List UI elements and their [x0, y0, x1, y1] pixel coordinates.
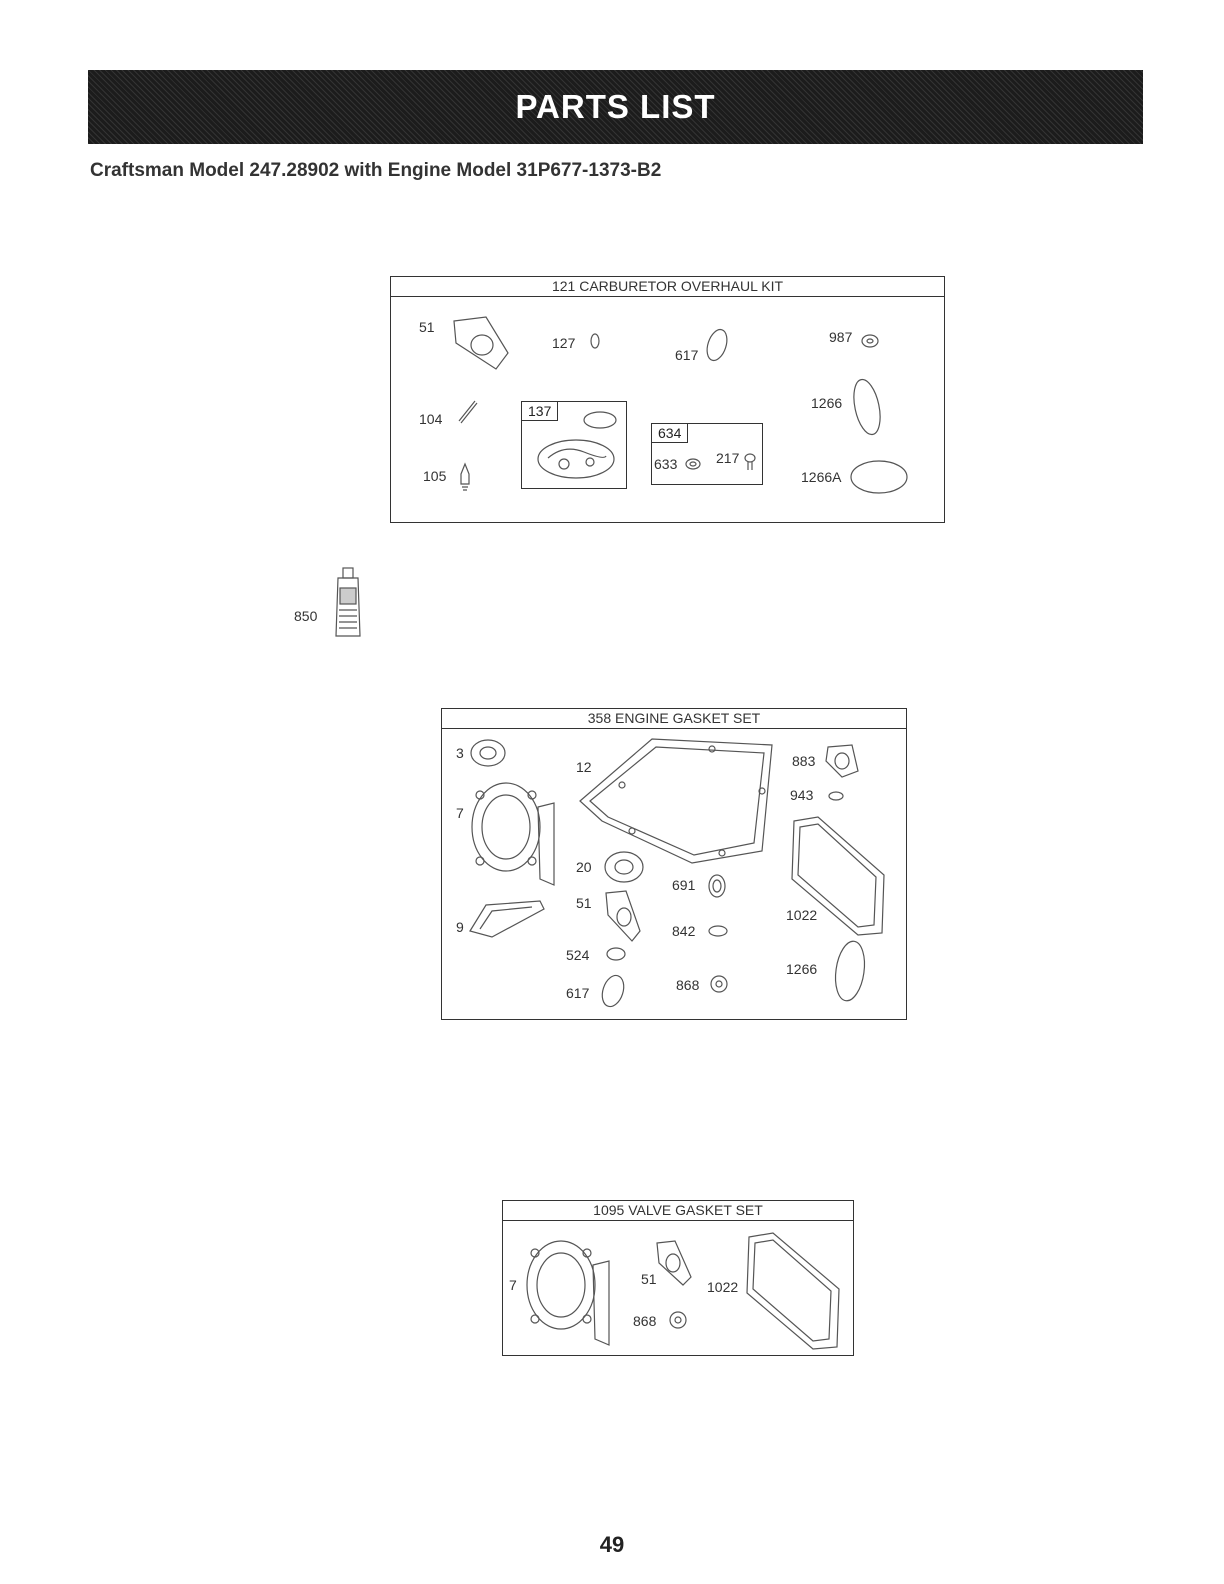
part-label: 1266: [811, 395, 843, 411]
kit-title: 121 CARBURETOR OVERHAUL KIT: [391, 277, 944, 297]
part-label: 127: [552, 335, 576, 351]
valve-cover-gasket-icon: [743, 1229, 843, 1351]
part-label: 883: [792, 753, 816, 769]
screw-icon: [743, 452, 757, 472]
small-washer-icon: [587, 331, 603, 351]
flange-gasket-icon: [446, 313, 516, 373]
part-label: 7: [509, 1277, 517, 1293]
part-label: 617: [675, 347, 699, 363]
part-label: 1266A: [801, 469, 842, 485]
kit-title: 1095 VALVE GASKET SET: [503, 1201, 853, 1221]
cylinder-head-gasket-icon: [521, 1225, 613, 1349]
valve-seal-icon: [667, 1309, 689, 1331]
part-label: 7: [456, 805, 464, 821]
part-label: 105: [423, 468, 447, 484]
seat-icon: [684, 456, 702, 472]
valve-gasket-set: [502, 1200, 854, 1356]
subkit-tag: 634: [651, 423, 688, 443]
carburetor-gasket-icon: [534, 436, 618, 482]
subkit-634: [651, 423, 763, 485]
part-label: 20: [576, 859, 592, 875]
bowl-gasket-icon: [580, 408, 620, 432]
o-ring-icon: [845, 375, 889, 439]
washer-icon: [706, 873, 728, 899]
engine-gasket-set: [441, 708, 907, 1020]
part-label: 842: [672, 923, 696, 939]
part-label: 617: [566, 985, 590, 1001]
flange-gasket-icon: [822, 741, 862, 781]
pin-icon: [455, 397, 479, 425]
model-subtitle: Craftsman Model 247.28902 with Engine Model 31P677-1373-B2: [90, 160, 662, 181]
part-label: 217: [716, 450, 740, 466]
part-label: 868: [633, 1313, 657, 1329]
o-ring-icon: [826, 789, 846, 803]
part-label: 1266: [786, 961, 818, 977]
o-ring-icon: [596, 971, 630, 1011]
part-label: 51: [576, 895, 592, 911]
o-ring-icon: [706, 923, 730, 939]
page-number: 49: [599, 1532, 625, 1557]
part-label: 104: [419, 411, 443, 427]
part-label: 51: [641, 1271, 657, 1287]
subkit-137: [521, 401, 627, 489]
intake-gasket-icon: [466, 895, 546, 941]
sealant-tube-icon: [330, 566, 366, 638]
part-label: 1022: [707, 1279, 739, 1295]
banner-title: PARTS LIST: [515, 88, 716, 125]
parts-list-banner: [88, 70, 1143, 144]
part-label: 987: [829, 329, 853, 345]
o-ring-icon: [828, 937, 872, 1005]
o-ring-icon: [604, 945, 628, 963]
part-label: 633: [654, 456, 678, 472]
nut-icon: [859, 331, 881, 351]
part-label: 691: [672, 877, 696, 893]
flange-gasket-icon: [651, 1237, 697, 1289]
part-label: 850: [294, 608, 318, 624]
part-label: 51: [419, 319, 435, 335]
needle-icon: [455, 462, 475, 492]
part-label: 943: [790, 787, 814, 803]
kit-title: 358 ENGINE GASKET SET: [442, 709, 906, 729]
o-ring-icon: [847, 457, 911, 497]
oil-seal-icon: [602, 849, 646, 885]
oil-seal-icon: [468, 737, 508, 769]
valve-seal-icon: [708, 973, 730, 995]
part-label: 868: [676, 977, 700, 993]
flange-gasket-icon: [600, 887, 646, 945]
part-label: 9: [456, 919, 464, 935]
part-label: 1022: [786, 907, 818, 923]
cylinder-head-gasket-icon: [466, 767, 558, 889]
part-label: 12: [576, 759, 592, 775]
carburetor-overhaul-kit: [390, 276, 945, 523]
part-label: 3: [456, 745, 464, 761]
part-label: 524: [566, 947, 590, 963]
subkit-tag: 137: [521, 401, 558, 421]
o-ring-icon: [702, 325, 732, 365]
